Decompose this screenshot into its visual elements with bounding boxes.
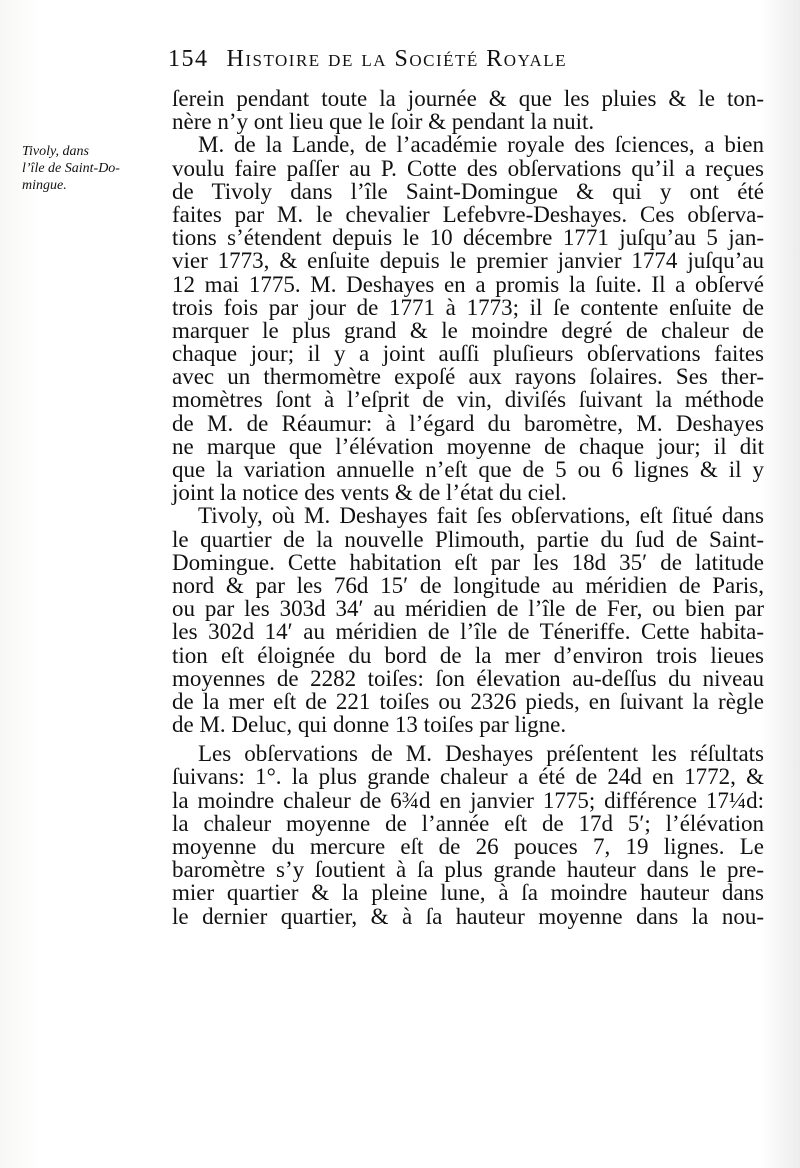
text-line: marquer le plus grand & le moindre degré de chaleur de	[172, 317, 764, 343]
text-line: chaque jour; il y a joint auſſi pluſieurs obſervations faites	[172, 341, 764, 367]
text-line: de M. Deluc, qui donne 13 toiſes par ligne.	[172, 712, 567, 738]
text-line: ou par les 303d 34′ au méridien de l’île de Fer, ou bien par	[172, 596, 764, 622]
text-line: la moindre chaleur de 6¾d en janvier 1775; différence 17¼d:	[172, 787, 764, 813]
text-line: faites par M. le chevalier Lefebvre-Deshayes. Ces obſerva-	[172, 201, 764, 227]
text-line: moyennes de 2282 toiſes: ſon élevation au-deſſus du niveau	[172, 665, 764, 691]
text-line: tion eſt éloignée du bord de la mer d’environ trois lieues	[172, 642, 764, 668]
text-line: trois fois par jour de 1771 à 1773; il ſe contente enſuite de	[172, 294, 764, 320]
margin-note-line: mingue.	[22, 178, 67, 193]
margin-note	[22, 143, 144, 194]
paragraph-2	[172, 133, 764, 504]
running-title: Histoire de la Société Royale	[226, 46, 568, 72]
text-line: la chaleur moyenne de l’année eſt de 17d 5′; l’élévation	[172, 810, 764, 836]
text-line: Tivoly, où M. Deshayes fait ſes obſervations, eſt ſitué dans	[198, 503, 764, 529]
text-line: joint la notice des vents & de l’état du ciel.	[172, 480, 567, 506]
text-line: les 302d 14′ au méridien de l’île de Téneriffe. Cette habita-	[172, 619, 764, 645]
text-line: de la mer eſt de 221 toiſes ou 2326 pieds, en ſuivant la règle	[172, 688, 764, 714]
text-line: voulu faire paſſer au P. Cotte des obſervations qu’il a reçues	[172, 155, 764, 181]
text-line: nord & par les 76d 15′ de longitude au méridien de Paris,	[172, 572, 764, 598]
text-line: le dernier quartier, & à ſa hauteur moyenne dans la nou-	[172, 903, 764, 929]
text-line: vier 1773, & enſuite depuis le premier janvier 1774 juſqu’au	[172, 248, 764, 274]
text-line: momètres ſont à l’eſprit de vin, diviſés ſuivant la méthode	[172, 387, 764, 413]
text-line: de M. de Réaumur: à l’égard du baromètre, M. Deshayes	[172, 410, 764, 436]
text-line: ſuivans: 1°. la plus grande chaleur a été de 24d en 1772, &	[172, 764, 764, 790]
text-line: tions s’étendent depuis le 10 décembre 1771 juſqu’au 5 jan-	[172, 225, 764, 251]
text-line: de Tivoly dans l’île Saint-Domingue & qui y ont été	[172, 178, 764, 204]
text-line: ne marque que l’élévation moyenne de chaque jour; il dit	[172, 433, 764, 459]
text-line: M. de la Lande, de l’académie royale des ſciences, a bien	[198, 132, 764, 158]
margin-note-line: l’île de Saint-Do-	[22, 161, 120, 176]
text-line: le quartier de la nouvelle Plimouth, partie du ſud de Saint-	[172, 526, 764, 552]
margin-note-line: Tivoly, dans	[22, 144, 89, 159]
text-line: avec un thermomètre expoſé aux rayons ſolaires. Ses ther-	[172, 364, 764, 390]
paragraph-4	[172, 742, 764, 928]
text-line: mier quartier & la pleine lune, à ſa moindre hauteur dans	[172, 880, 764, 906]
text-line: nère n’y ont lieu que le ſoir & pendant la nuit.	[172, 109, 595, 135]
text-line: baromètre s’y ſoutient à ſa plus grande hauteur dans le pre-	[172, 857, 764, 883]
paragraph-3	[172, 504, 764, 736]
paragraph-1	[172, 87, 764, 133]
body-text	[172, 87, 764, 928]
running-head	[168, 46, 708, 80]
page-number: 154	[168, 46, 209, 72]
text-line: 12 mai 1775. M. Deshayes en a promis la ſuite. Il a obſervé	[172, 271, 764, 297]
text-line: Domingue. Cette habitation eſt par les 18d 35′ de latitude	[172, 549, 764, 575]
text-line: ſerein pendant toute la journée & que les pluies & le ton-	[172, 86, 764, 111]
text-line: moyenne du mercure eſt de 26 pouces 7, 19 lignes. Le	[172, 834, 764, 859]
text-line: Les obſervations de M. Deshayes préſentent les réſultats	[198, 741, 764, 767]
text-line: que la variation annuelle n’eſt que de 5 ou 6 lignes & il y	[172, 457, 764, 482]
